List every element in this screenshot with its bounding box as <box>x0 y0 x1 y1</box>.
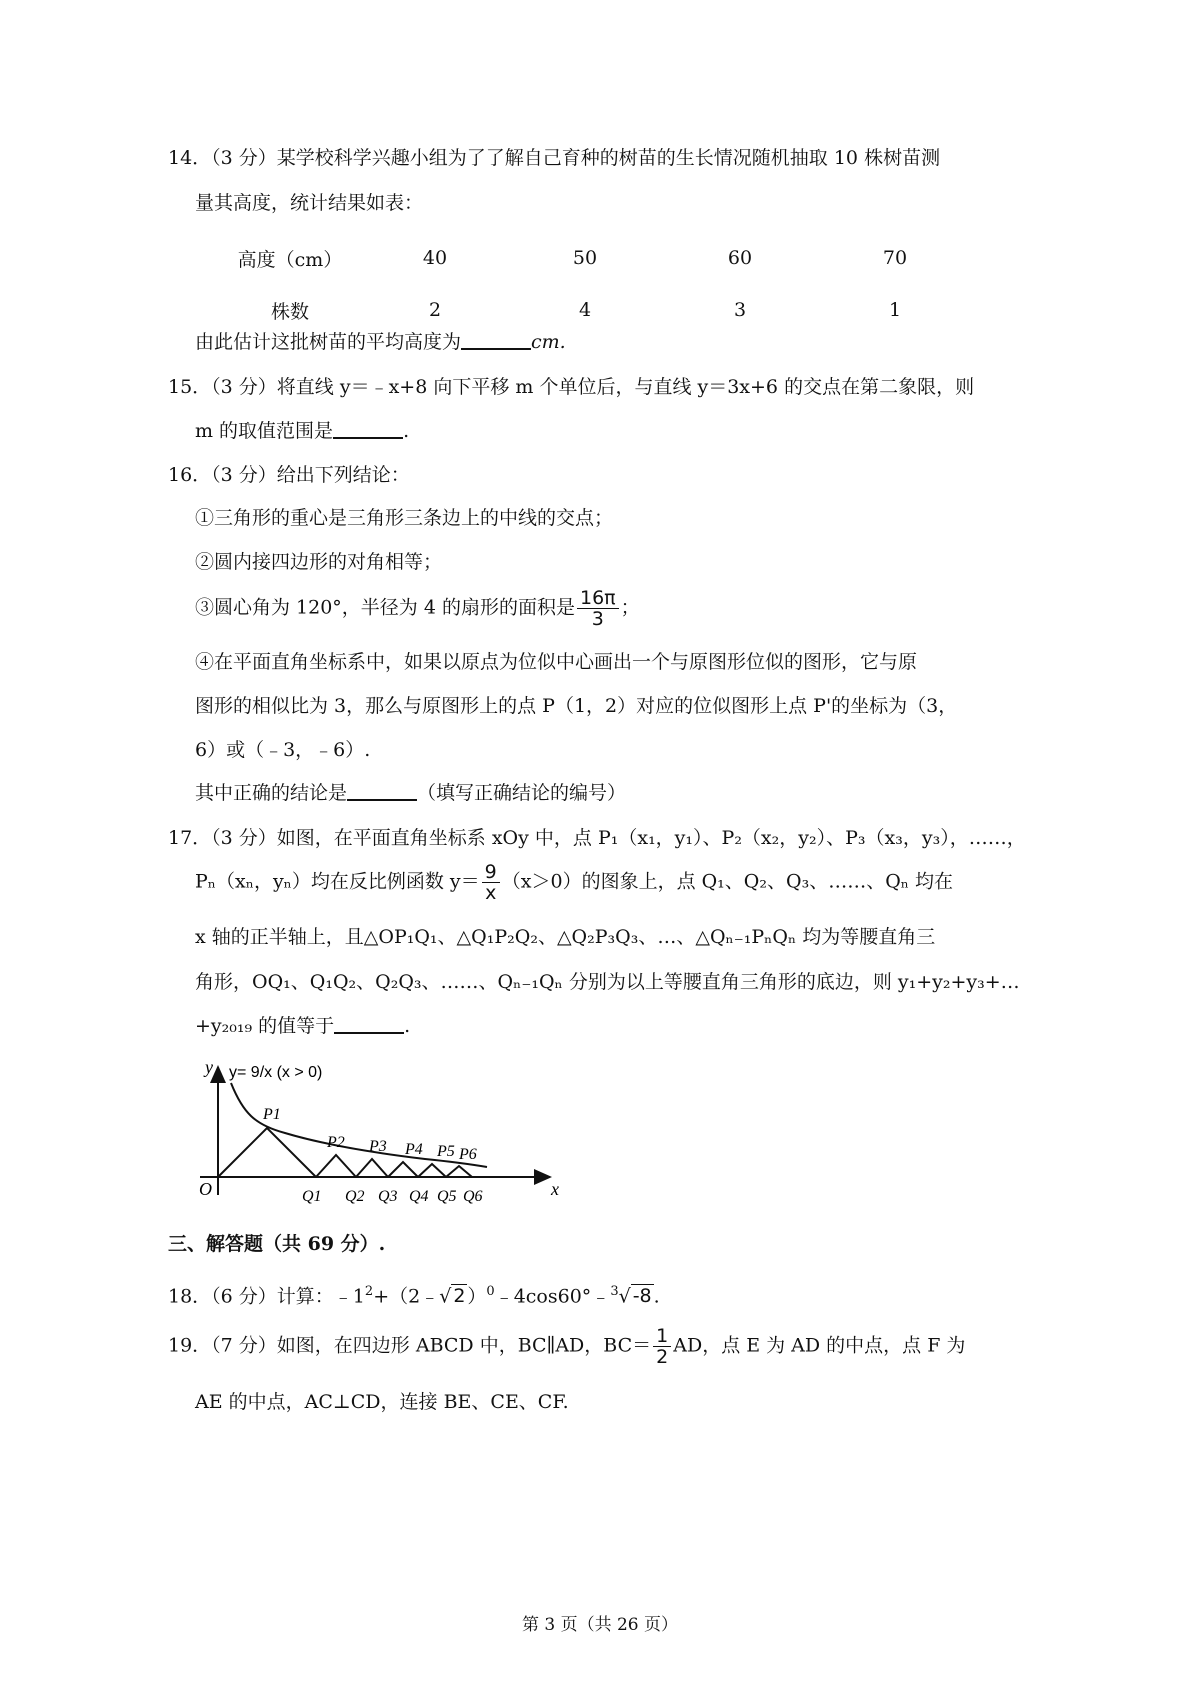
page-footer: 第 3 页（共 26 页） <box>521 1615 679 1635</box>
point-label-p5: P5 <box>437 1143 455 1160</box>
reciprocal-function-figure <box>195 1055 575 1215</box>
table-header-height: 高度（cm） <box>237 248 343 271</box>
answer-blank <box>461 330 531 350</box>
table-cell: 2 <box>428 299 442 321</box>
point-label-q6: Q6 <box>463 1188 483 1205</box>
q19-text-rest: AD，点 E 为 AD 的中点，点 F 为 <box>673 1334 966 1357</box>
table-row <box>220 284 970 336</box>
point-label-q1: Q1 <box>302 1188 322 1205</box>
triangle-op1q1 <box>218 1128 316 1177</box>
q18-text-mid: +（2﹣ <box>373 1285 440 1308</box>
table-cell: 3 <box>733 299 747 321</box>
fraction-numerator: 16π <box>577 588 619 609</box>
fraction <box>482 862 500 903</box>
fraction <box>653 1326 671 1367</box>
q16-item2: ②圆内接四边形的对角相等； <box>195 551 443 573</box>
q16-answer-text: 其中正确的结论是 <box>195 782 348 804</box>
triangle-q2p3q3 <box>356 1159 388 1177</box>
origin-label: O <box>199 1179 212 1199</box>
table-cell: 4 <box>578 299 592 321</box>
section-heading: 三、解答题（共 69 分）. <box>168 1233 386 1255</box>
radicand: 2 <box>453 1285 466 1308</box>
q14-line1: 14．（3 分）某学校科学兴趣小组为了了解自己育种的树苗的生长情况随机抽取 10 株树苗测 <box>168 147 941 169</box>
triangle-q1p2q2 <box>316 1155 356 1177</box>
q19-line2: AE 的中点，AC⊥CD，连接 BE、CE、CF. <box>195 1391 569 1413</box>
q18-line <box>168 1280 660 1308</box>
q16-line1: 16．（3 分）给出下列结论： <box>168 464 410 486</box>
answer-blank <box>333 419 403 439</box>
point-label-p2: P2 <box>327 1134 345 1151</box>
q14-line2: 量其高度，统计结果如表： <box>195 192 424 214</box>
table-cell: 70 <box>882 247 908 269</box>
q16-answer-hint: （填写正确结论的编号） <box>417 782 627 804</box>
q15-line1: 15．（3 分）将直线 y＝﹣x+8 向下平移 m 个单位后，与直线 y＝3x+6 的交点在第二象限，则 <box>168 376 975 398</box>
q19-text: 19．（7 分）如图，在四边形 ABCD 中，BC∥AD，BC＝ <box>168 1334 652 1357</box>
q17-line4: 角形，OQ₁、Q₁Q₂、Q₂Q₃、……、Qₙ₋₁Qₙ 分别为以上等腰直角三角形的底边，则 y₁+y₂+y₃+… <box>195 971 1020 993</box>
root-index: 3 <box>610 1284 619 1299</box>
triangle-q4p5q5 <box>418 1164 446 1177</box>
exponent: 0 <box>486 1284 495 1299</box>
q17-period: . <box>404 1015 411 1037</box>
point-label-q3: Q3 <box>378 1188 398 1205</box>
triangle-q3p4q4 <box>388 1162 418 1177</box>
q18-text: 18．（6 分）计算：﹣1 <box>168 1285 365 1308</box>
point-label-q4: Q4 <box>409 1188 429 1205</box>
fraction-denominator: x <box>485 882 497 904</box>
point-label-p6: P6 <box>459 1146 477 1163</box>
q18-text-mid2: ） <box>467 1285 487 1308</box>
sqrt-sign: √ <box>439 1285 452 1308</box>
height-stats-table <box>220 232 970 336</box>
fraction <box>577 588 619 629</box>
triangle-q5p6q6 <box>446 1166 472 1177</box>
q19-line1 <box>168 1326 965 1367</box>
q16-item3 <box>195 588 640 629</box>
cbrt-sign: √ <box>618 1285 631 1308</box>
answer-blank <box>334 1014 404 1034</box>
q14-unit: cm. <box>531 331 566 353</box>
q16-item4-line1: ④在平面直角坐标系中，如果以原点为位似中心画出一个与原图形位似的图形，它与原 <box>195 651 918 673</box>
point-label-q5: Q5 <box>437 1188 457 1205</box>
q15-period: . <box>403 420 410 442</box>
table-cell: 40 <box>422 247 448 269</box>
table-cell: 50 <box>572 247 598 269</box>
q17-line3: x 轴的正半轴上，且△OP₁Q₁、△Q₁P₂Q₂、△Q₂P₃Q₃、…、△Qₙ₋₁PₙQₙ 均为等腰直角三 <box>195 926 936 948</box>
q16-answer <box>195 781 626 805</box>
fraction-numerator: 1 <box>653 1326 671 1347</box>
point-label-q2: Q2 <box>345 1188 365 1205</box>
q16-item4-line2: 图形的相似比为 3，那么与原图形上的点 P（1，2）对应的位似图形上点 P'的坐标为（3， <box>195 695 958 717</box>
radicand: -8 <box>632 1285 652 1308</box>
fraction-numerator: 9 <box>482 862 500 883</box>
fraction-denominator: 2 <box>656 1346 669 1368</box>
q18-text-post: ﹣4cos60°﹣ <box>494 1285 611 1308</box>
q16-item4-line3: 6）或（﹣3，﹣6）. <box>195 739 371 761</box>
y-axis-label: y <box>205 1057 213 1077</box>
q15-line2-text: m 的取值范围是 <box>195 420 334 442</box>
q14-line3 <box>195 330 566 354</box>
point-label-p4: P4 <box>405 1141 423 1158</box>
answer-blank <box>347 781 417 801</box>
point-label-p3: P3 <box>369 1138 387 1155</box>
table-cell: 1 <box>888 299 902 321</box>
q18-end: . <box>653 1285 660 1308</box>
exponent: 2 <box>364 1284 374 1299</box>
fraction-denominator: 3 <box>591 608 604 630</box>
q16-item3-text: ③圆心角为 120°，半径为 4 的扇形的面积是 <box>195 596 575 619</box>
q15-line2 <box>195 419 409 443</box>
q16-item3-end: ； <box>620 596 640 619</box>
q17-line1: 17．（3 分）如图，在平面直角坐标系 xOy 中，点 P₁（x₁，y₁）、P₂（x₂，y₂）、P₃（x₃，y₃），……， <box>168 827 1026 849</box>
point-label-p1: P1 <box>263 1106 281 1123</box>
table-header-count: 株数 <box>270 300 309 323</box>
table-row <box>220 232 970 284</box>
function-label: y= 9/x (x > 0) <box>229 1064 323 1081</box>
q17-line2-rest: （x＞0）的图象上，点 Q₁、Q₂、Q₃、……、Qₙ 均在 <box>501 870 954 893</box>
q17-line5-text: +y₂₀₁₉ 的值等于 <box>195 1015 335 1037</box>
q17-line2 <box>195 862 953 903</box>
x-axis-label: x <box>551 1179 559 1199</box>
table-cell: 60 <box>727 247 753 269</box>
q17-line5 <box>195 1014 410 1038</box>
q14-line3-text: 由此估计这批树苗的平均高度为 <box>195 331 462 353</box>
q17-line2-text: Pₙ（xₙ，yₙ）均在反比例函数 y＝ <box>195 870 480 893</box>
q16-item1: ①三角形的重心是三角形三条边上的中线的交点； <box>195 507 614 529</box>
